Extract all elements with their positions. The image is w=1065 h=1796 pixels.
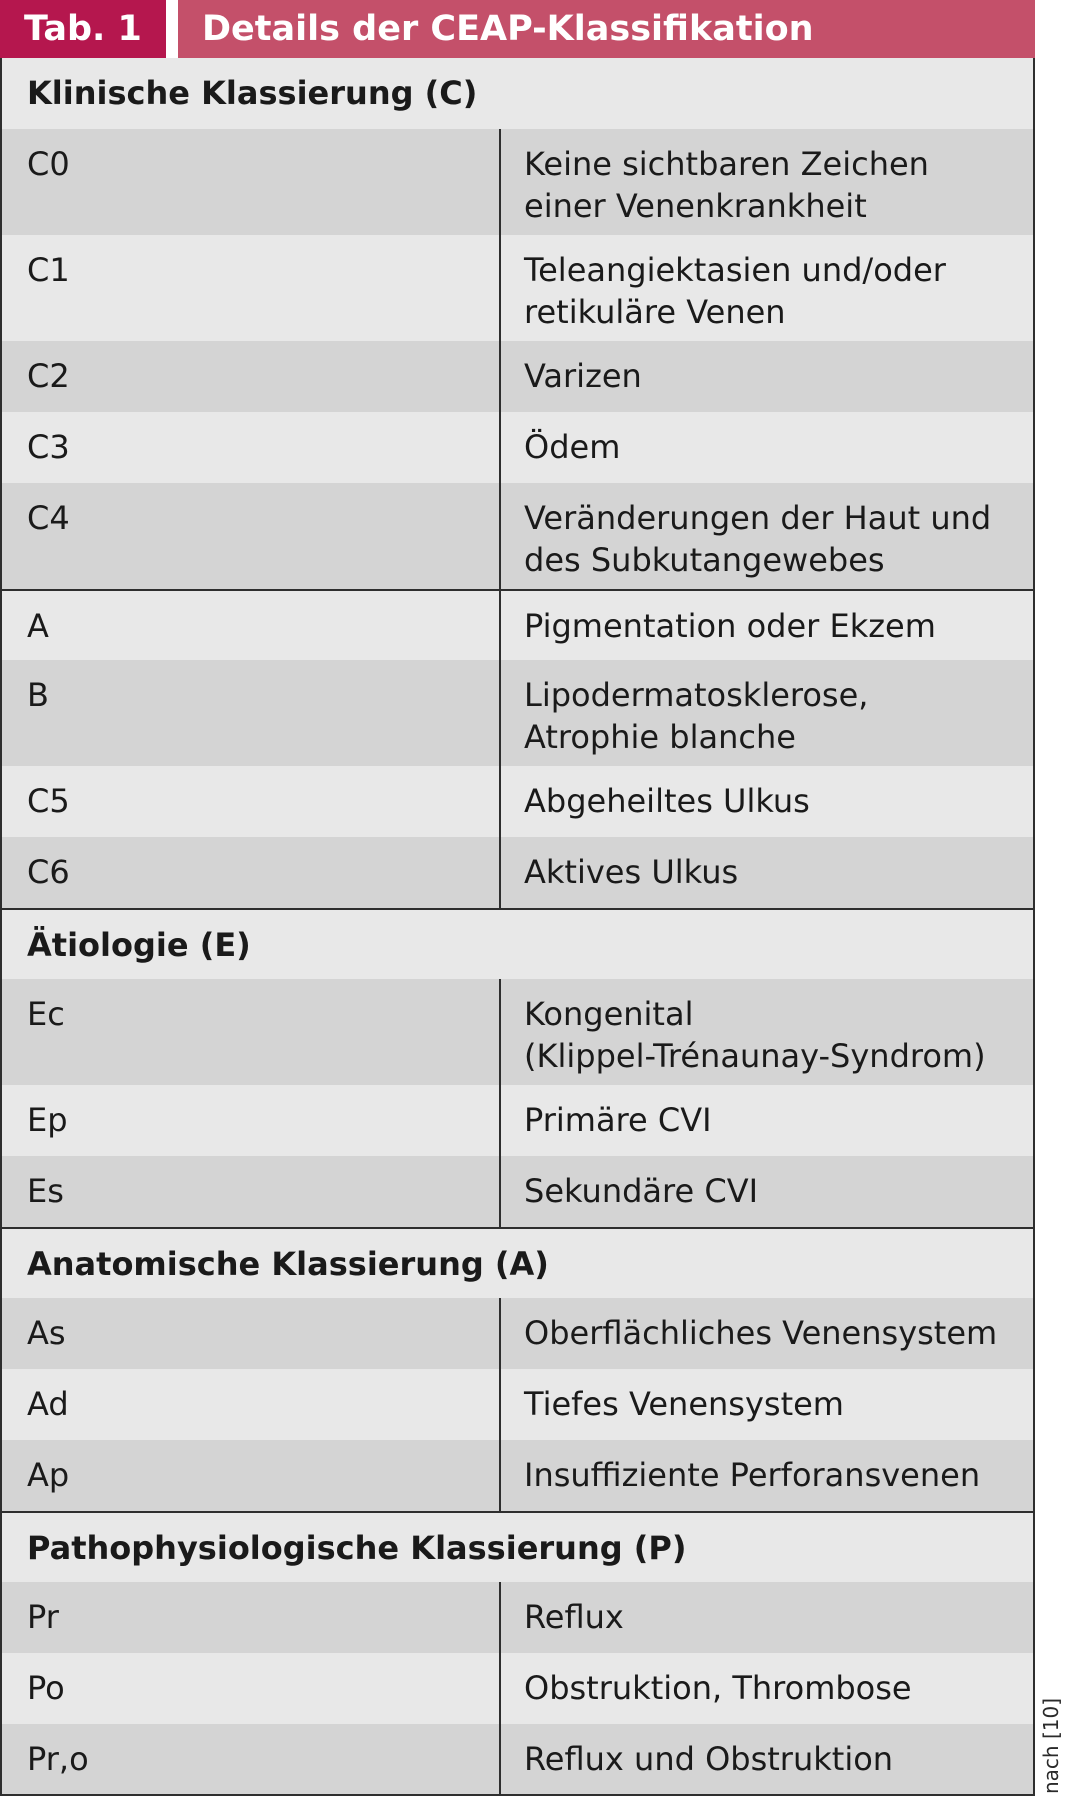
source-note bbox=[1036, 1697, 1065, 1796]
table-row bbox=[2, 1369, 1033, 1440]
code-cell: Es bbox=[27, 1172, 64, 1210]
table-row bbox=[2, 129, 1033, 235]
description-cell: Oberflächliches Venensystem bbox=[524, 1314, 998, 1352]
section-title: Ätiologie (E) bbox=[27, 926, 251, 964]
section-header-pathophysiological bbox=[2, 1511, 1033, 1582]
section-header-anatomical bbox=[2, 1227, 1033, 1298]
description-cell: Teleangiektasien und/oder retikuläre Venen bbox=[524, 251, 946, 331]
table-row bbox=[2, 1653, 1033, 1724]
section-header-clinical bbox=[2, 58, 1033, 129]
column-divider bbox=[499, 1369, 501, 1440]
description-cell: Sekundäre CVI bbox=[524, 1172, 759, 1210]
description-cell: Aktives Ulkus bbox=[524, 853, 739, 891]
section-title: Klinische Klassierung (C) bbox=[27, 74, 478, 112]
code-cell: B bbox=[27, 676, 49, 714]
table-row bbox=[2, 660, 1033, 766]
table-row bbox=[2, 1085, 1033, 1156]
code-cell: C0 bbox=[27, 145, 70, 183]
table-row bbox=[2, 1440, 1033, 1511]
column-divider bbox=[499, 483, 501, 589]
description-cell: Reflux bbox=[524, 1598, 624, 1636]
column-divider bbox=[499, 412, 501, 483]
code-cell: Pr,o bbox=[27, 1740, 89, 1778]
code-cell: Pr bbox=[27, 1598, 59, 1636]
code-cell: Ad bbox=[27, 1385, 69, 1423]
table-row bbox=[2, 341, 1033, 412]
column-divider bbox=[499, 1085, 501, 1156]
section-title: Pathophysiologische Klassierung (P) bbox=[27, 1529, 687, 1567]
table-number: Tab. 1 bbox=[0, 0, 166, 58]
table-row bbox=[2, 1724, 1033, 1795]
table-row bbox=[2, 412, 1033, 483]
table-title: Details der CEAP-Klassifikation bbox=[178, 0, 1035, 58]
column-divider bbox=[499, 1440, 501, 1511]
column-divider bbox=[499, 591, 501, 660]
column-divider bbox=[499, 837, 501, 908]
column-divider bbox=[499, 1724, 501, 1795]
column-divider bbox=[499, 1653, 501, 1724]
code-cell: Po bbox=[27, 1669, 65, 1707]
code-cell: C5 bbox=[27, 782, 70, 820]
description-cell: Kongenital (Klippel-Trénaunay-Syndrom) bbox=[524, 995, 986, 1075]
column-divider bbox=[499, 341, 501, 412]
code-cell: Ep bbox=[27, 1101, 68, 1139]
code-cell: C6 bbox=[27, 853, 70, 891]
table-row bbox=[2, 235, 1033, 341]
code-cell: As bbox=[27, 1314, 66, 1352]
code-cell: A bbox=[27, 607, 49, 645]
table-row bbox=[2, 1298, 1033, 1369]
column-divider bbox=[499, 235, 501, 341]
column-divider bbox=[499, 660, 501, 766]
description-cell: Obstruktion, Thrombose bbox=[524, 1669, 912, 1707]
column-divider bbox=[499, 1582, 501, 1653]
code-cell: C1 bbox=[27, 251, 70, 289]
column-divider bbox=[499, 129, 501, 235]
column-divider bbox=[499, 979, 501, 1085]
table-title-bar bbox=[0, 0, 1035, 58]
table-row bbox=[2, 837, 1033, 908]
code-cell: Ap bbox=[27, 1456, 70, 1494]
table-row bbox=[2, 483, 1033, 589]
description-cell: Abgeheiltes Ulkus bbox=[524, 782, 810, 820]
column-divider bbox=[499, 1156, 501, 1227]
description-cell: Insuffiziente Perforansvenen bbox=[524, 1456, 981, 1494]
description-cell: Pigmentation oder Ekzem bbox=[524, 607, 936, 645]
table-row bbox=[2, 979, 1033, 1085]
column-divider bbox=[499, 766, 501, 837]
description-cell: Keine sichtbaren Zeichen einer Venenkrankheit bbox=[524, 145, 929, 225]
table-row bbox=[2, 766, 1033, 837]
description-cell: Tiefes Venensystem bbox=[524, 1385, 844, 1423]
code-cell: C2 bbox=[27, 357, 70, 395]
table-row bbox=[2, 1582, 1033, 1653]
source-note-text: nach [10] bbox=[1039, 1697, 1063, 1794]
description-cell: Primäre CVI bbox=[524, 1101, 712, 1139]
column-divider bbox=[499, 1298, 501, 1369]
code-cell: C4 bbox=[27, 499, 70, 537]
description-cell: Ödem bbox=[524, 428, 621, 466]
code-cell: C3 bbox=[27, 428, 70, 466]
description-cell: Lipodermatosklerose, Atrophie blanche bbox=[524, 676, 869, 756]
code-cell: Ec bbox=[27, 995, 65, 1033]
section-header-etiology bbox=[2, 908, 1033, 979]
description-cell: Varizen bbox=[524, 357, 642, 395]
ceap-table bbox=[0, 58, 1035, 1796]
description-cell: Reflux und Obstruktion bbox=[524, 1740, 894, 1778]
description-cell: Veränderungen der Haut und des Subkutangewebes bbox=[524, 499, 992, 579]
table-row bbox=[2, 589, 1033, 660]
table-row bbox=[2, 1156, 1033, 1227]
section-title: Anatomische Klassierung (A) bbox=[27, 1245, 549, 1283]
